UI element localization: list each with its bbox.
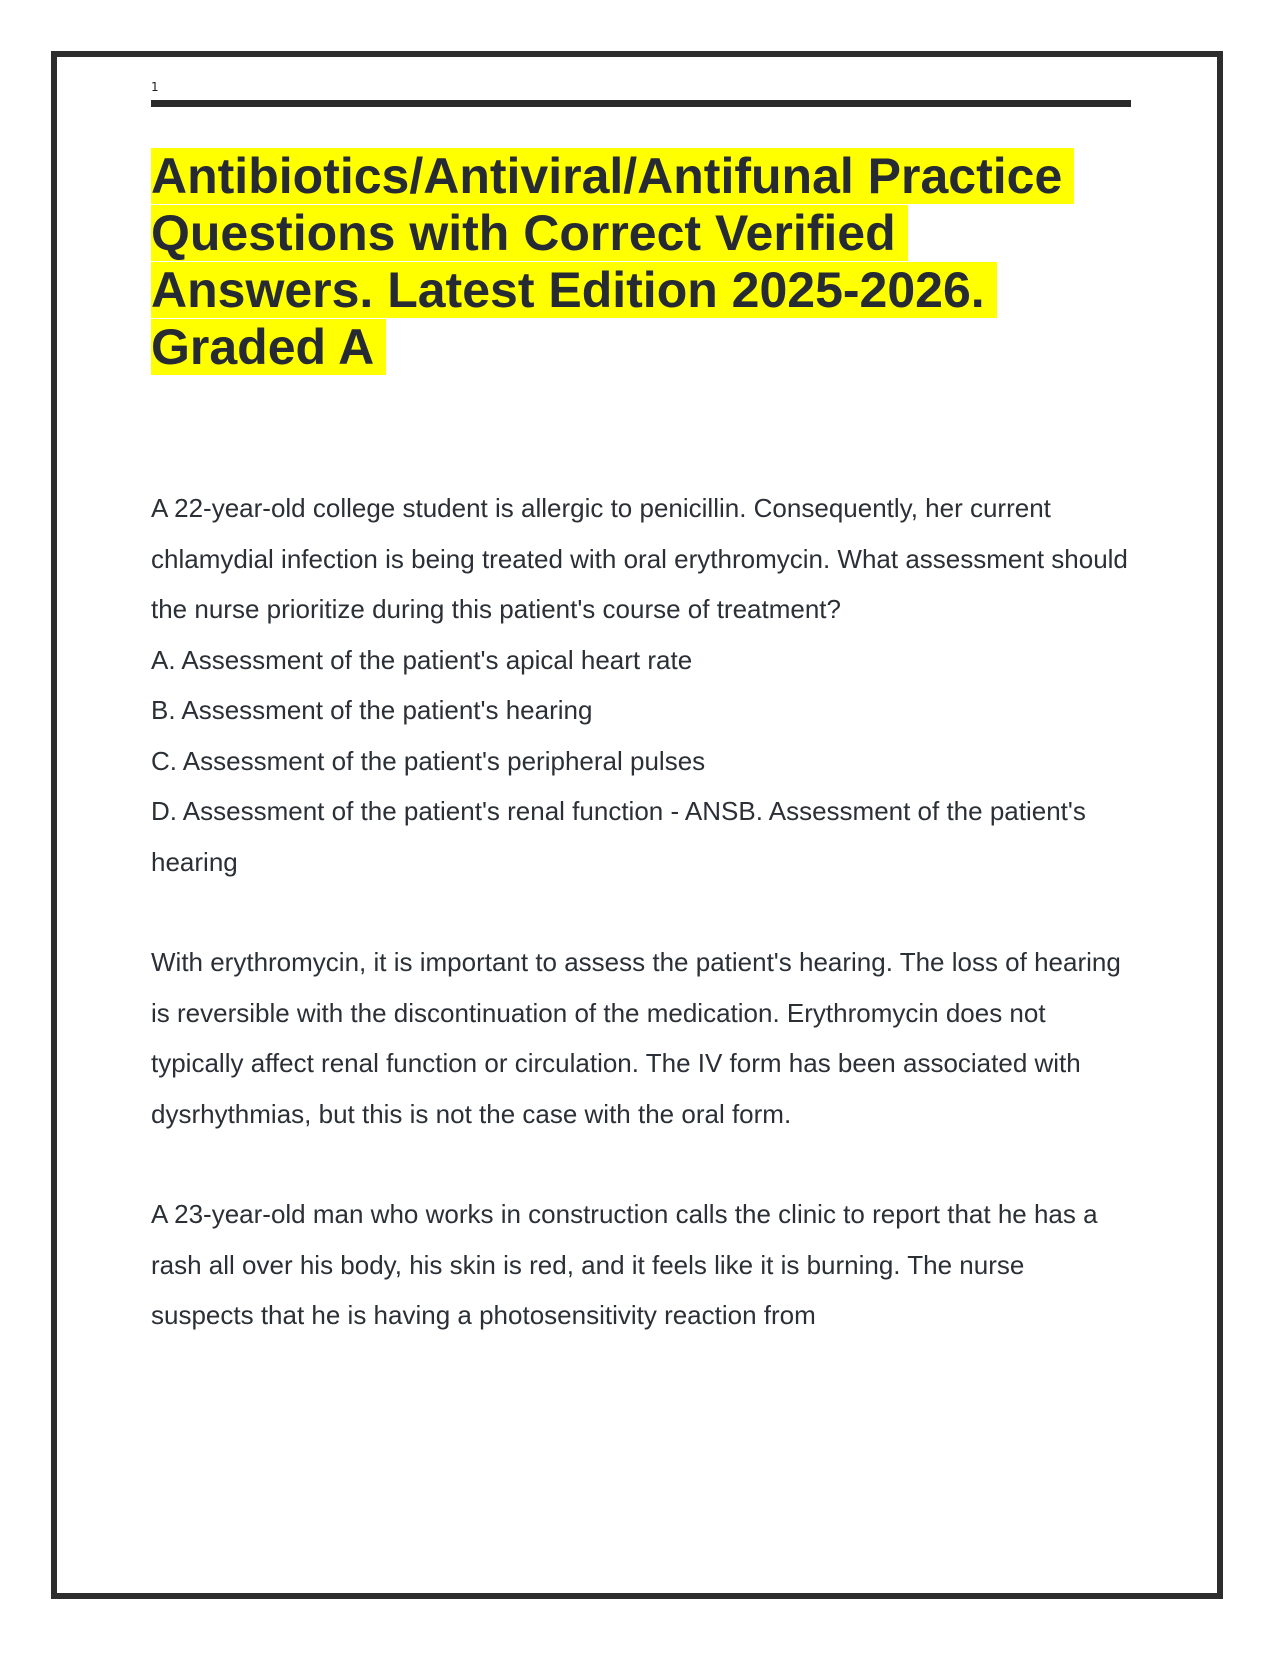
question-1-option-a: A. Assessment of the patient's apical heart rate	[151, 644, 693, 675]
page-number: 1	[151, 80, 159, 94]
question-1-option-c: C. Assessment of the patient's peripheral pulses	[151, 745, 706, 776]
question-1-option-d-answer: D. Assessment of the patient's renal function - ANSB. Assessment of the patient's hearing	[151, 796, 1086, 877]
document-title-text: Antibiotics/Antiviral/Antifunal Practice Questions with Correct Verified Answers. Latest Edition 2025-2026. Graded A	[151, 148, 1074, 375]
document-title	[151, 148, 1111, 376]
question-1-stem: A 22-year-old college student is allergic to penicillin. Consequently, her current chlamydial infection is being treated with oral erythromycin. What assessment should the nurse prioritize during this patient's course of treatment?	[151, 493, 1128, 624]
question-1-rationale: With erythromycin, it is important to assess the patient's hearing. The loss of hearing is reversible with the discontinuation of the medication. Erythromycin does not typically affect renal function or circulation. The IV form has been associated with dysrhythmias, but this is not the case with the oral form.	[151, 947, 1121, 1129]
document-body	[151, 483, 1131, 1341]
paragraph-gap	[151, 1139, 1131, 1189]
header-rule	[151, 100, 1131, 107]
question-2-stem: A 23-year-old man who works in construction calls the clinic to report that he has a rash all over his body, his skin is red, and it feels like it is burning. The nurse suspects that he is having a photosensitivity reaction from	[151, 1199, 1098, 1330]
paragraph-gap	[151, 887, 1131, 937]
question-1-option-b: B. Assessment of the patient's hearing	[151, 695, 593, 725]
